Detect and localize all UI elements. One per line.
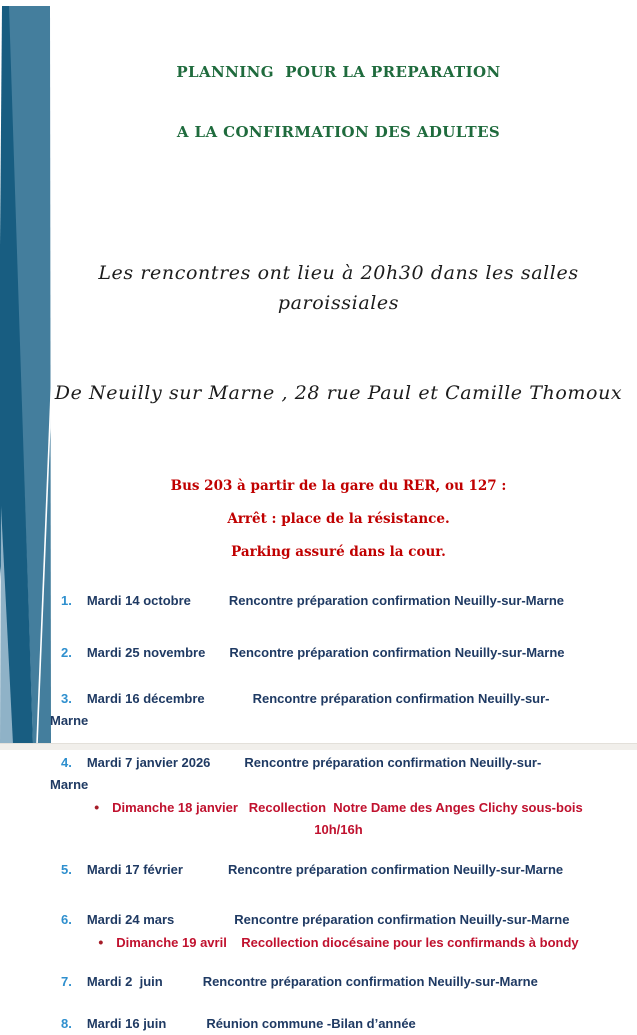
document-content (50, 0, 627, 1035)
item-date: Mardi 24 mars (86, 912, 175, 927)
item-number: 4. (61, 755, 72, 770)
item-date: Mardi 25 novembre (86, 645, 206, 660)
recollection-bullet-1 (50, 796, 627, 841)
item-number: 3. (61, 691, 72, 706)
page-title (50, 22, 627, 182)
item-description: Rencontre préparation confirmation Neuilly-sur-Marne (228, 593, 565, 608)
schedule-list (50, 590, 627, 1035)
schedule-item-4 (50, 752, 627, 796)
item-description: Rencontre préparation confirmation Neuilly-sur-Marne (202, 974, 538, 989)
item-description-wrap: Marne (50, 713, 89, 728)
notice-line-bus: Bus 203 à partir de la gare du RER, ou 127 : (170, 478, 507, 494)
item-number: 2. (61, 645, 72, 660)
schedule-item-8 (50, 1013, 627, 1035)
item-number: 1. (61, 593, 72, 608)
item-description: Rencontre préparation confirmation Neuilly-sur- (244, 755, 542, 770)
bullet-icon: • (98, 934, 104, 950)
item-description: Rencontre préparation confirmation Neuilly-sur- (252, 691, 550, 706)
schedule-item-1 (50, 590, 627, 612)
schedule-item-2 (50, 642, 627, 664)
bullet-text: Dimanche 18 janvier Recollection Notre Dame des Anges Clichy sous-bois (112, 800, 583, 815)
page-bottom-edge (0, 743, 637, 750)
page-title-line1: PLANNING POUR LA PREPARATION (176, 63, 501, 81)
schedule-item-5 (50, 859, 627, 881)
page-title-line2: A LA CONFIRMATION DES ADULTES (176, 123, 501, 141)
item-description: Réunion commune -Bilan d’année (206, 1016, 416, 1031)
ribbon-decoration-graphic (0, 6, 56, 744)
bullet-text: Dimanche 19 avril Recollection diocésaine pour les confirmands à bondy (116, 935, 579, 950)
item-description: Rencontre préparation confirmation Neuilly-sur-Marne (227, 862, 564, 877)
item-date: Mardi 17 février (86, 862, 183, 877)
schedule-item-7 (50, 971, 627, 993)
item-date: Mardi 14 octobre (86, 593, 191, 608)
notice-line-stop: Arrêt : place de la résistance. (227, 511, 450, 527)
notice-line-parking: Parking assuré dans la cour. (231, 544, 446, 560)
subtitle-line2: De Neuilly sur Marne , 28 rue Paul et Camille Thomoux (54, 382, 623, 404)
item-number: 6. (61, 912, 72, 927)
item-description: Rencontre préparation confirmation Neuilly-sur-Marne (234, 912, 570, 927)
schedule-item-3 (50, 688, 627, 732)
item-date: Mardi 2 juin (86, 974, 163, 989)
item-description-wrap: Marne (50, 777, 89, 792)
bullet-time: 10h/16h (314, 822, 363, 837)
bullet-icon: • (94, 799, 100, 815)
subtitle (50, 198, 627, 468)
transport-notice (50, 476, 627, 562)
recollection-bullet-2 (50, 931, 627, 954)
item-date: Mardi 16 décembre (86, 691, 205, 706)
item-number: 8. (61, 1016, 72, 1031)
schedule-item-6 (50, 909, 627, 931)
item-number: 5. (61, 862, 72, 877)
subtitle-line1: Les rencontres ont lieu à 20h30 dans les salles paroissiales (98, 262, 586, 314)
item-date: Mardi 16 juin (86, 1016, 167, 1031)
item-number: 7. (61, 974, 72, 989)
item-description: Rencontre préparation confirmation Neuilly-sur-Marne (229, 645, 565, 660)
item-date: Mardi 7 janvier 2026 (86, 755, 211, 770)
